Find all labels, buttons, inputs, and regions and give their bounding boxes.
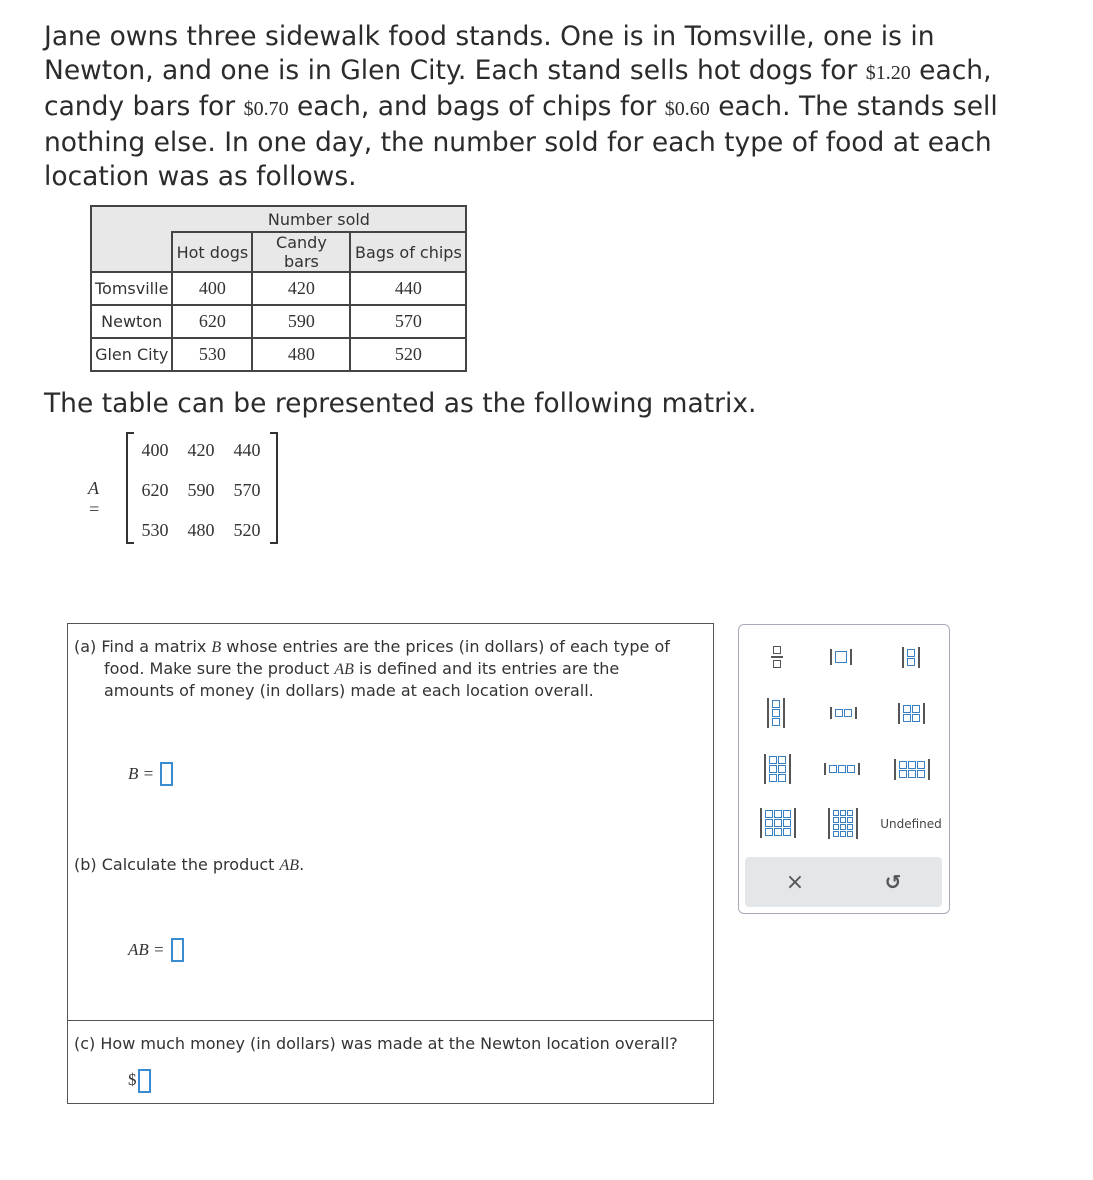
matrix-2x1-button[interactable] [895,639,927,675]
matrix-3x3-icon [760,808,796,838]
question-a-line-2b: is defined and its entries are the [353,659,620,678]
table-corner [91,206,172,232]
matrix-caption: The table can be represented as the following matrix. [44,388,757,419]
sales-table [90,205,467,372]
matrix-2x1-icon [902,647,920,668]
var-ab: AB [334,661,354,678]
matrix-1x3-button[interactable] [817,753,867,785]
answer-ab-label: AB = [128,940,165,959]
intro-text-3: each, and bags of chips for [288,91,665,122]
table-cell: 520 [350,338,466,371]
row-header: Glen City [91,338,172,371]
table-cell: 480 [252,338,350,371]
answer-ab-input[interactable] [171,938,184,962]
question-a-text-1: Find a matrix [101,637,212,656]
column-header: Bags of chips [350,232,466,272]
question-c-prefix: (c) [74,1034,96,1053]
table-cell: 400 [172,272,252,305]
matrix-right-bracket [270,432,278,544]
table-cell: 420 [252,272,350,305]
matrix-cell: 620 [141,480,169,500]
matrix-nxm-button[interactable] [823,801,863,845]
matrix-cell: 590 [187,480,215,500]
table-corner-2 [91,232,172,272]
question-a-line-2a: food. Make sure the product [104,659,335,678]
price-candy: $0.70 [243,98,289,120]
table-cell: 530 [172,338,252,371]
dollar-sign: $ [128,1069,137,1089]
matrix-row [132,432,270,472]
matrix-3x2-icon [764,754,791,784]
question-c-panel [67,1020,714,1104]
matrix-cell: 530 [141,520,169,540]
question-c-text [74,1033,694,1054]
intro-text-2: each, candy bars for [44,55,992,122]
matrix-1x1-icon [830,649,852,665]
matrix-a-label: A = [88,478,101,519]
answer-b-input[interactable] [160,762,173,786]
fraction-button[interactable] [763,639,791,675]
intro-text-1: Jane owns three sidewalk food stands. One is in Tomsville, one is in Newton, and one is in Glen City. Each stand sells hot dogs for [44,21,935,86]
matrix-1x2-icon [830,707,857,719]
matrix-1x1-button[interactable] [825,639,857,675]
matrix-cell: 420 [187,440,215,460]
table-cell: 590 [252,305,350,338]
question-a-line-3: amounts of money (in dollars) made at each location overall. [104,681,594,700]
question-b-prefix: (b) [74,855,97,874]
undo-button[interactable]: ↺ [884,870,902,894]
matrix-3x2-button[interactable] [757,749,797,789]
problem-intro [44,20,1044,194]
question-c-text-body: How much money (in dollars) was made at the Newton location overall? [100,1034,678,1053]
answer-ab-row [128,938,184,962]
question-a-line-2 [74,658,694,680]
var-b: B [211,639,222,656]
row-header: Tomsville [91,272,172,305]
table-row [91,305,466,338]
undefined-button[interactable]: Undefined [880,817,942,831]
question-a-panel [67,623,714,843]
matrix-cell: 440 [233,440,261,460]
answer-b-row [128,762,173,786]
table-cell: 570 [350,305,466,338]
question-b-panel [67,842,714,1021]
matrix-cell: 400 [141,440,169,460]
matrix-row [132,512,270,552]
table-cell: 620 [172,305,252,338]
question-b-text [74,854,694,876]
matrix-row [132,472,270,512]
question-b-text-body: Calculate the product [101,855,280,874]
var-ab: AB [279,857,300,874]
matrix-cell: 570 [233,480,261,500]
matrix-3x1-button[interactable] [759,693,793,733]
row-header: Newton [91,305,172,338]
question-a-text-2: whose entries are the prices (in dollars) of each type of [221,637,670,656]
matrix-a-cells [132,432,270,552]
matrix-3x3-button[interactable] [753,803,803,843]
matrix-cell: 480 [187,520,215,540]
matrix-2x2-button[interactable] [891,695,931,731]
question-b-period: . [299,855,305,874]
table-cell: 440 [350,272,466,305]
answer-b-label: B = [128,764,155,783]
table-group-header: Number sold [172,206,466,232]
column-header: Hot dogs [172,232,252,272]
column-header: Candy bars [252,232,350,272]
clear-button[interactable]: × [785,869,805,895]
matrix-1x2-button[interactable] [823,697,863,729]
matrix-2x2-icon [898,703,925,724]
matrix-cell: 520 [233,520,261,540]
answer-newton-row [128,1069,151,1093]
matrix-3x1-icon [767,698,785,728]
price-chips: $0.60 [664,98,710,120]
matrix-2x3-button[interactable] [887,751,937,787]
question-a-prefix: (a) [74,637,97,656]
matrix-1x3-icon [824,763,860,775]
fraction-icon [771,646,783,668]
math-palette [738,624,950,914]
answer-newton-input[interactable] [138,1069,151,1093]
question-a-text [74,636,694,701]
table-row [91,272,466,305]
matrix-2x3-icon [894,759,930,780]
palette-action-bar [745,857,942,907]
price-hotdog: $1.20 [865,62,911,84]
intro-text-4: each. The stands sell nothing else. In one day, the number sold for each type of food at each location was as follows. [44,91,998,192]
table-row [91,338,466,371]
matrix-nxm-icon [828,808,858,839]
